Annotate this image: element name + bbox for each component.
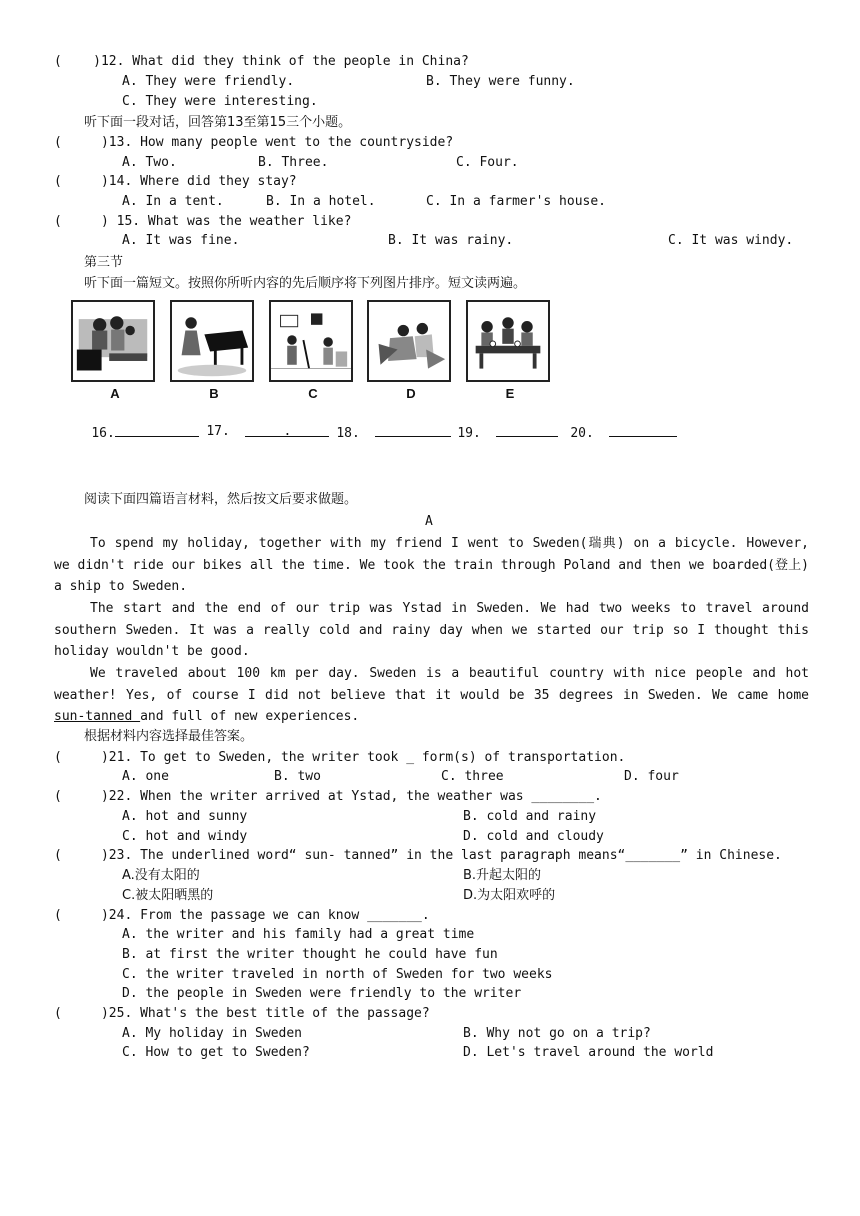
answer-blank-16-number: 16. bbox=[91, 426, 115, 441]
q15-stem: ( ) 15. What was the weather like? bbox=[54, 214, 352, 229]
q14-option-b: B. In a hotel. bbox=[266, 194, 376, 209]
picture-a-family-tv bbox=[71, 300, 155, 382]
q13-option-a: A. Two. bbox=[122, 155, 177, 170]
q24-option-a: A. the writer and his family had a great time bbox=[122, 927, 475, 942]
section3-instruction: 听下面一篇短文。按照你所听内容的先后顺序将下列图片排序。短文读两遍。 bbox=[84, 276, 527, 291]
picture-label-e: E bbox=[505, 386, 515, 401]
q22-option-b: B. cold and rainy bbox=[463, 809, 597, 824]
choose-instruction: 根据材料内容选择最佳答案。 bbox=[84, 729, 254, 744]
q13-stem: ( )13. How many people went to the countryside? bbox=[54, 135, 454, 150]
q24-option-d: D. the people in Sweden were friendly to the writer bbox=[122, 986, 522, 1001]
reading-instruction: 阅读下面四篇语言材料，然后按文后要求做题。 bbox=[84, 492, 358, 507]
q21-option-d: D. four bbox=[624, 769, 679, 784]
q14-option-a: A. In a tent. bbox=[122, 194, 224, 209]
picture-d-girls-chatting bbox=[367, 300, 451, 382]
q15-option-b: B. It was rainy. bbox=[388, 233, 514, 248]
answer-blank-17-number: 17. bbox=[206, 424, 230, 439]
paragraph-3-text-start: We traveled about 100 km per day. Sweden is a beautiful country with nice people and hot weather! Yes, of course I did not believe that it would be 35 degrees in Sweden. We came home bbox=[54, 666, 809, 703]
q12-option-c: C. They were interesting. bbox=[122, 94, 318, 109]
picture-label-b: B bbox=[209, 386, 219, 401]
q21-stem: ( )21. To get to Sweden, the writer took _ form(s) of transportation. bbox=[54, 750, 626, 765]
picture-e-family-dinner bbox=[466, 300, 550, 382]
q15-option-a: A. It was fine. bbox=[122, 233, 240, 248]
q23-option-a: A.没有太阳的 bbox=[122, 868, 200, 883]
q12-option-a: A. They were friendly. bbox=[122, 74, 295, 89]
q23-stem: ( )23. The underlined word“ sun- tanned” in the last paragraph means“_______” in Chinese. bbox=[54, 848, 782, 863]
answer-blank-19-number: 19. bbox=[457, 426, 481, 441]
q24-option-b: B. at first the writer thought he could have fun bbox=[122, 947, 498, 962]
q23-option-d: D.为太阳欢呼的 bbox=[463, 888, 556, 903]
paragraph-3-text-end: and full of new experiences. bbox=[140, 709, 360, 725]
answer-blank-18-number: 18. bbox=[336, 426, 360, 441]
q25-option-b: B. Why not go on a trip? bbox=[463, 1026, 651, 1041]
q13-option-c: C. Four. bbox=[456, 155, 519, 170]
passage-paragraph-2: The start and the end of our trip was Ystad in Sweden. We had two weeks to travel around southern Sweden. It was a really cold and rainy day when we started our trip so I thought this holiday wouldn't be good. bbox=[54, 601, 809, 660]
picture-b-piano bbox=[170, 300, 254, 382]
picture-label-d: D bbox=[406, 386, 416, 401]
q22-stem: ( )22. When the writer arrived at Ystad, the weather was ________. bbox=[54, 789, 602, 804]
passage-title: A bbox=[425, 514, 433, 529]
q22-option-d: D. cold and cloudy bbox=[463, 829, 604, 844]
picture-label-c: C bbox=[308, 386, 318, 401]
answer-blank-20 bbox=[539, 405, 677, 461]
passage-paragraph-3 bbox=[54, 663, 809, 728]
q14-stem: ( )14. Where did they stay? bbox=[54, 174, 297, 189]
underlined-word-sun-tanned: sun-tanned bbox=[54, 709, 141, 725]
q24-option-c: C. the writer traveled in north of Sweden for two weeks bbox=[122, 967, 553, 982]
q12-stem: ( )12. What did they think of the people in China? bbox=[54, 54, 469, 69]
q25-option-c: C. How to get to Sweden? bbox=[122, 1045, 310, 1060]
q22-option-c: C. hot and windy bbox=[122, 829, 248, 844]
q14-option-c: C. In a farmer's house. bbox=[426, 194, 607, 209]
q23-option-c: C.被太阳晒黑的 bbox=[122, 888, 214, 903]
q15-option-c: C. It was windy. bbox=[668, 233, 794, 248]
picture-label-a: A bbox=[110, 386, 120, 401]
q21-option-c: C. three bbox=[441, 769, 504, 784]
dialog-instruction: 听下面一段对话，回答第13至第15三个小题。 bbox=[84, 115, 352, 130]
q23-option-b: B.升起太阳的 bbox=[463, 868, 542, 883]
q25-option-d: D. Let's travel around the world bbox=[463, 1045, 714, 1060]
q25-stem: ( )25. What's the best title of the passage? bbox=[54, 1006, 430, 1021]
picture-c-cleaning-room bbox=[269, 300, 353, 382]
answer-blank-20-line[interactable] bbox=[609, 423, 677, 437]
q21-option-a: A. one bbox=[122, 769, 169, 784]
q24-stem: ( )24. From the passage we can know _______. bbox=[54, 908, 430, 923]
q12-option-b: B. They were funny. bbox=[426, 74, 575, 89]
answer-blank-20-number: 20. bbox=[570, 426, 594, 441]
section3-title: 第三节 bbox=[84, 255, 124, 270]
q13-option-b: B. Three. bbox=[258, 155, 329, 170]
passage-paragraph-1: To spend my holiday, together with my friend I went to Sweden(瑞典) on a bicycle. However, we didn't ride our bikes all the time. We took the train through Poland and then we boarded(登上) a ship to Sweden. bbox=[54, 536, 809, 595]
q22-option-a: A. hot and sunny bbox=[122, 809, 248, 824]
q25-option-a: A. My holiday in Sweden bbox=[122, 1026, 303, 1041]
answer-blank-17-mark: . bbox=[283, 424, 292, 439]
q21-option-b: B. two bbox=[274, 769, 321, 784]
